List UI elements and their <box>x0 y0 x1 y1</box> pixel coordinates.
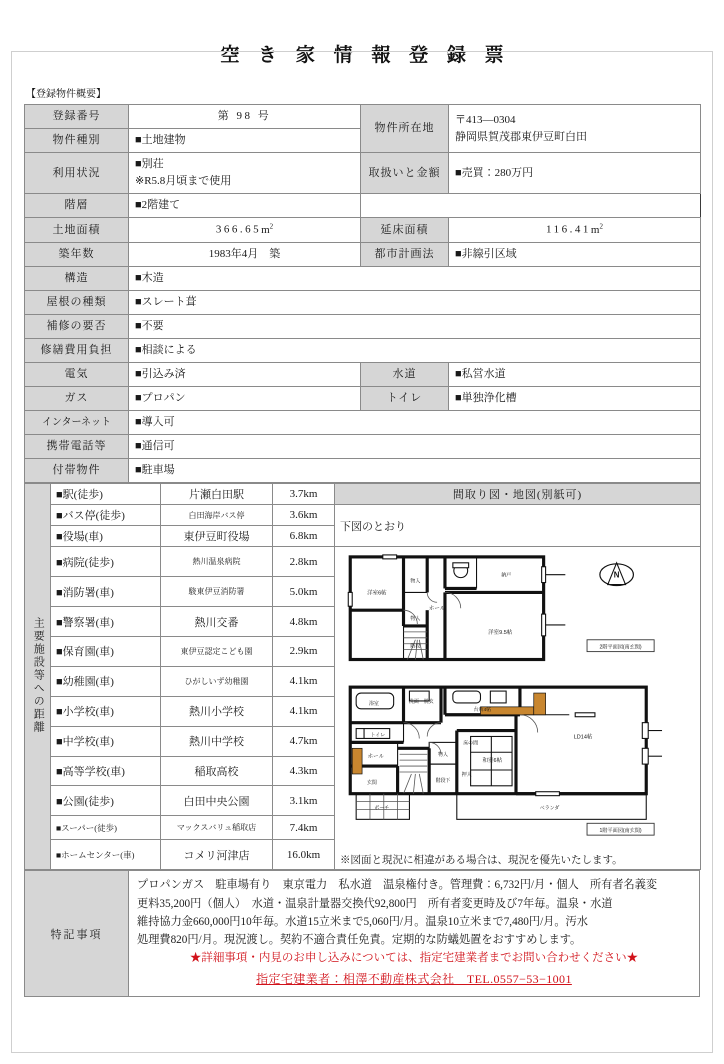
label-mobile: 携帯電話等 <box>25 435 129 459</box>
table-row <box>25 315 701 339</box>
remarks-line: 更料35,200円（個人） 水道・温泉計量器交換代92,800円 所有者変更時及び7年毎。温泉・水道 <box>137 897 613 910</box>
table-row <box>25 435 701 459</box>
remarks-line: 処理費820円/月。現況渡し。契約不適合責任免責。定期的な防蟻処置をおすすめします。 <box>137 933 582 946</box>
remarks-table <box>24 870 700 997</box>
label-land-area: 土地面積 <box>25 218 129 243</box>
table-row <box>25 218 701 243</box>
remarks-contact: 指定宅建業者：相澤不動産株式会社 TEL.0557−53−1001 <box>256 971 572 986</box>
facility-name: ■駅(徒歩) <box>51 484 161 505</box>
remarks-line: 維持協力金660,000円10年毎。水道15立米まで5,060円/月。温泉10立米まで7,480円/月。汚水 <box>137 915 588 928</box>
table-row <box>25 484 701 505</box>
room-label: 階段下 <box>435 779 451 785</box>
table-row <box>25 871 700 997</box>
document-page <box>0 40 724 1064</box>
facility-name: ■高等学校(車) <box>51 756 161 786</box>
facility-place: 熱川中学校 <box>161 726 273 756</box>
value-floors: ■2階建て <box>129 194 361 218</box>
value-city-plan: ■非線引区域 <box>449 242 701 266</box>
table-row <box>25 547 701 577</box>
usage-line-1: ■別荘 <box>135 158 164 171</box>
room-label: ホール <box>367 754 385 761</box>
value-repair-cost: ■相談による <box>129 339 701 363</box>
value-building-area <box>449 218 701 243</box>
room-label: 物入 <box>438 753 448 759</box>
facility-place: 白田中央公園 <box>161 786 273 816</box>
building-area-number: 116.41 <box>546 223 591 236</box>
usage-line-2: ※R5.8月頃まで使用 <box>135 175 232 188</box>
facility-name: ■消防署(車) <box>51 577 161 607</box>
room-label: 玄関 <box>367 781 377 787</box>
room-label: 押入 <box>461 773 472 779</box>
label-deal: 取扱いと金額 <box>361 153 449 194</box>
value-electricity: ■引込み済 <box>129 363 361 387</box>
room-label: 洗面・脱衣 <box>408 700 434 706</box>
facility-name: ■幼稚園(車) <box>51 666 161 696</box>
distances-vertical-label: 主要施設等への距離 <box>25 484 51 870</box>
value-age: 1983年4月 築 <box>129 242 361 266</box>
facility-distance: 6.8km <box>273 526 335 547</box>
floorplan-drawing-cell <box>335 547 701 870</box>
floorplan-caption-second <box>587 640 654 652</box>
facility-place: 東伊豆認定こども園 <box>161 637 273 667</box>
value-extras: ■駐車場 <box>129 459 701 483</box>
value-land-area <box>129 218 361 243</box>
facility-name: ■役場(車) <box>51 526 161 547</box>
label-internet: インターネット <box>25 411 129 435</box>
address: 静岡県賀茂郡東伊豆町白田 <box>455 130 587 143</box>
value-structure: ■木造 <box>129 266 701 290</box>
table-row <box>25 105 701 129</box>
facility-name: ■小学校(車) <box>51 696 161 726</box>
facility-name: ■バス停(徒歩) <box>51 505 161 526</box>
room-label: 物入 <box>410 579 421 585</box>
land-area-unit: $m^2$ <box>261 222 274 236</box>
room-label: 納戸 <box>501 574 512 580</box>
facility-distance: 2.8km <box>273 547 335 577</box>
remarks-red-notice: ★詳細事項・内見のお申し込みについては、指定宅建業者までお問い合わせください★ <box>189 951 639 964</box>
room-label: 和室6帖 <box>482 758 503 765</box>
table-row <box>25 242 701 266</box>
room-label: 床の間 <box>463 741 479 747</box>
label-extras: 付帯物件 <box>25 459 129 483</box>
postal-code: 〒413—0304 <box>455 113 516 126</box>
label-toilet: トイレ <box>361 387 449 411</box>
facility-distance: 4.1km <box>273 666 335 696</box>
facility-place: 白田海岸バス停 <box>161 505 273 526</box>
floorplan-footnote: ※図面と現況に相違がある場合は、現況を優先いたします。 <box>340 855 623 867</box>
label-structure: 構造 <box>25 266 129 290</box>
floorplan-note: 下図のとおり <box>335 505 701 547</box>
room-label: 洋室9.5帖 <box>488 630 513 637</box>
table-row <box>25 291 701 315</box>
facility-distance: 4.7km <box>273 726 335 756</box>
room-label: トイレ <box>370 733 386 739</box>
facility-name: ■スーパー(徒歩) <box>51 816 161 840</box>
label-repair-cost: 修繕費用負担 <box>25 339 129 363</box>
facility-distance: 5.0km <box>273 577 335 607</box>
label-electricity: 電気 <box>25 363 129 387</box>
first-floor-plan <box>350 688 662 820</box>
svg-text:1階平面図(南玄関): 1階平面図(南玄関) <box>599 828 642 835</box>
facility-place: コメリ河津店 <box>161 840 273 870</box>
value-water: ■私営水道 <box>449 363 701 387</box>
compass-north-icon <box>600 563 634 586</box>
table-row <box>25 266 701 290</box>
label-age: 築年数 <box>25 242 129 266</box>
label-gas: ガス <box>25 387 129 411</box>
label-registration-number: 登録番号 <box>25 105 129 129</box>
table-row <box>25 387 701 411</box>
value-location <box>449 105 701 153</box>
facility-place: 駿東伊豆消防署 <box>161 577 273 607</box>
floorplan-svg <box>340 549 692 845</box>
table-row <box>25 411 701 435</box>
room-label: ポーチ <box>374 806 390 812</box>
facility-place: 東伊豆町役場 <box>161 526 273 547</box>
value-internet: ■導入可 <box>129 411 701 435</box>
facility-place: マックスバリュ稲取店 <box>161 816 273 840</box>
facility-place: 片瀬白田駅 <box>161 484 273 505</box>
value-deal: ■売買：280万円 <box>449 153 701 194</box>
facility-place: 熱川交番 <box>161 607 273 637</box>
room-label: ベランダ <box>539 806 560 812</box>
facility-place: 稲取高校 <box>161 756 273 786</box>
value-mobile: ■通信可 <box>129 435 701 459</box>
room-label: 洋室6帖 <box>367 590 387 597</box>
label-floors: 階層 <box>25 194 129 218</box>
page-title: 空 き 家 情 報 登 録 票 <box>220 45 511 66</box>
label-water: 水道 <box>361 363 449 387</box>
room-label: 台所4帖 <box>473 708 492 714</box>
land-area-number: 366.65 <box>215 223 262 236</box>
label-repair-need: 補修の要否 <box>25 315 129 339</box>
value-toilet: ■単独浄化槽 <box>449 387 701 411</box>
table-row <box>25 194 701 218</box>
room-label: 浴室 <box>368 702 379 708</box>
room-label: ホール <box>428 606 446 613</box>
facility-name: ■中学校(車) <box>51 726 161 756</box>
facility-name: ■警察署(車) <box>51 607 161 637</box>
second-floor-plan <box>348 555 565 660</box>
table-row <box>25 339 701 363</box>
label-property-type: 物件種別 <box>25 129 129 153</box>
table-row <box>25 505 701 526</box>
building-area-unit: $m^2$ <box>590 222 603 236</box>
room-label: 物入 <box>410 617 421 623</box>
facility-name: ■公園(徒歩) <box>51 786 161 816</box>
facility-place: 熱川温泉病院 <box>161 547 273 577</box>
facility-name: ■ホームセンター(車) <box>51 840 161 870</box>
facility-place: 熱川小学校 <box>161 696 273 726</box>
remarks-line: プロパンガス 駐車場有り 東京電力 私水道 温泉権付き。管理費：6,732円/月・個人 所有者名義変 <box>137 879 658 892</box>
value-registration-number: 第 98 号 <box>129 105 361 129</box>
facility-distance: 3.7km <box>273 484 335 505</box>
label-building-area: 延床面積 <box>361 218 449 243</box>
label-usage: 利用状況 <box>25 153 129 194</box>
value-usage <box>129 153 361 194</box>
facility-distance: 7.4km <box>273 816 335 840</box>
value-remarks <box>129 871 700 997</box>
table-row <box>25 363 701 387</box>
value-repair-need: ■不要 <box>129 315 701 339</box>
label-location: 物件所在地 <box>361 105 449 153</box>
facility-name: ■病院(徒歩) <box>51 547 161 577</box>
facility-distance: 4.3km <box>273 756 335 786</box>
facility-distance: 3.6km <box>273 505 335 526</box>
facility-distance: 4.8km <box>273 607 335 637</box>
facility-distance: 2.9km <box>273 637 335 667</box>
value-roof: ■スレート葺 <box>129 291 701 315</box>
overview-table <box>24 104 701 483</box>
label-roof: 屋根の種類 <box>25 291 129 315</box>
label-city-plan: 都市計画法 <box>361 242 449 266</box>
facility-distance: 4.1km <box>273 696 335 726</box>
facility-place: ひがしいず幼稚園 <box>161 666 273 696</box>
floorplan-header: 間取り図・地図(別紙可) <box>335 484 701 505</box>
section-label-overview: 【登録物件概要】 <box>26 89 106 100</box>
value-gas: ■プロパン <box>129 387 361 411</box>
svg-text:N: N <box>613 571 620 581</box>
facility-distance: 3.1km <box>273 786 335 816</box>
floorplan-caption-first <box>587 824 654 836</box>
svg-text:2階平面図(南玄関): 2階平面図(南玄関) <box>599 645 642 652</box>
value-property-type: ■土地建物 <box>129 129 361 153</box>
remarks-lines <box>137 876 691 949</box>
table-row <box>25 459 701 483</box>
facility-distance: 16.0km <box>273 840 335 870</box>
facility-name: ■保育園(車) <box>51 637 161 667</box>
label-remarks: 特記事項 <box>25 871 129 997</box>
distance-and-floorplan-table <box>24 483 701 870</box>
room-label: LD14帖 <box>573 734 593 741</box>
room-label: 階段 <box>410 645 421 651</box>
